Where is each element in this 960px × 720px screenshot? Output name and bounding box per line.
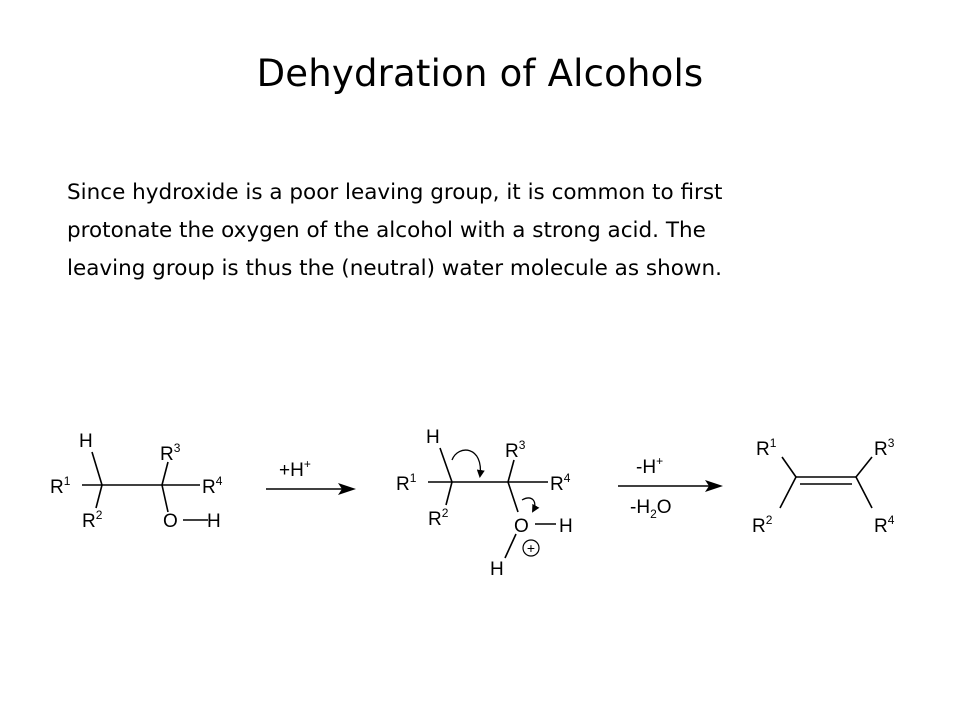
body-line-2: protonate the oxygen of the alcohol with a strong acid. The (67, 218, 706, 243)
intermediate-o-hydrogen-bottom: H (490, 559, 504, 580)
step2-reagent-bottom: $-H_2O$ (630, 497, 672, 521)
product-r1: $R^1$ (756, 436, 777, 460)
reactant-oxygen: O (163, 511, 178, 532)
intermediate-r2: $R^2$ (428, 506, 449, 530)
reaction-arrow-2 (618, 454, 723, 521)
body-line-1: Since hydroxide is a poor leaving group, it is common to first (67, 180, 723, 205)
intermediate-bonds (428, 448, 556, 558)
intermediate-r3: $R^3$ (505, 438, 526, 462)
intermediate-r4: $R^4$ (550, 471, 571, 495)
reactant-r3: $R^3$ (160, 441, 181, 465)
intermediate-oxonium (396, 427, 573, 580)
reactant-r2: $R^2$ (82, 508, 103, 532)
intermediate-oxygen: O (514, 516, 529, 537)
product-r3: $R^3$ (874, 436, 895, 460)
reactant-alcohol (50, 431, 223, 532)
reactant-r4: $R^4$ (202, 474, 223, 498)
positive-charge-symbol: + (526, 540, 536, 556)
intermediate-oh-hydrogen: H (559, 516, 573, 537)
intermediate-r1: $R^1$ (396, 471, 417, 495)
product-bonds (780, 457, 872, 508)
body-line-3: leaving group is thus the (neutral) water molecule as shown. (67, 256, 722, 281)
product-r2: $R^2$ (752, 513, 773, 537)
step1-reagent: +H+ (279, 457, 311, 481)
step2-reagent-top: -H+ (636, 454, 664, 478)
product-r4: $R^4$ (874, 513, 895, 537)
reactant-h: H (79, 431, 93, 452)
reactant-r1: $R^1$ (50, 474, 71, 498)
curved-arrow-leaving-group (522, 498, 535, 511)
product-alkene (752, 436, 895, 537)
curved-arrow-hydride-shift (452, 450, 480, 476)
intermediate-h: H (426, 427, 440, 448)
reactant-oh-hydrogen: H (207, 511, 221, 532)
slide-title: Dehydration of Alcohols (256, 52, 704, 95)
reaction-arrow-1 (266, 457, 356, 495)
